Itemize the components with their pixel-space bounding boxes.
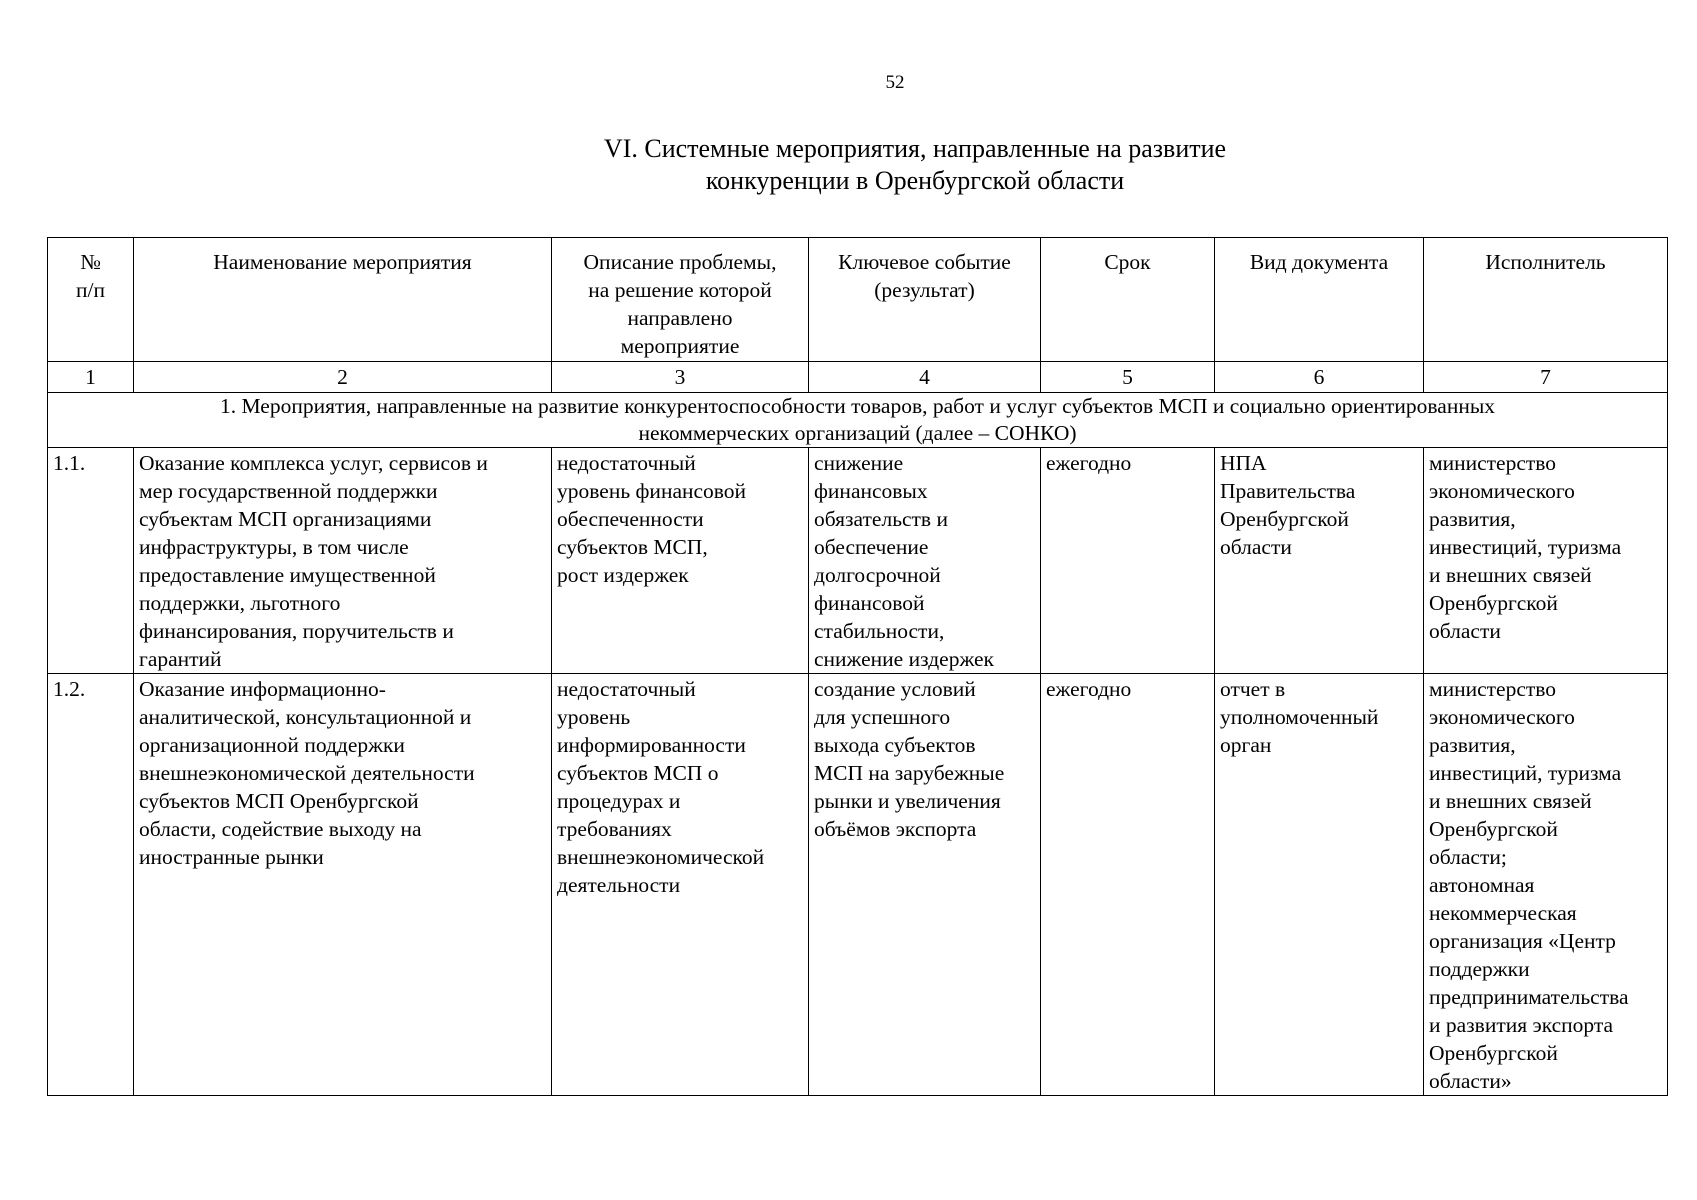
column-number: 4 [809,362,1041,393]
cell-line: финансовой [814,591,925,615]
cell-line: поддержки, льготного [139,591,341,615]
cell-line: Описание проблемы, [583,250,777,274]
table-row [48,674,1668,1096]
column-number: 6 [1215,362,1424,393]
cell-line: финансовых [814,479,928,503]
cell-line: МСП на зарубежные [814,761,1005,785]
header-cell-executor [1424,238,1668,362]
header-cell-document [1215,238,1424,362]
column-number: 5 [1041,362,1215,393]
cell-line: области; [1429,845,1507,869]
group-header-row [48,393,1668,448]
cell-line: Вид документа [1249,250,1389,274]
cell-line: орган [1220,733,1272,757]
term [1041,448,1215,674]
group-title-line-2: некоммерческих организаций (далее – СОНКО) [638,421,1077,445]
cell-line: предоставление имущественной [139,563,436,587]
header-cell-term [1041,238,1215,362]
cell-line: требованиях [557,817,672,841]
cell-line: Наименование мероприятия [213,250,472,274]
header-cell-problem [552,238,809,362]
header-cell-result [809,238,1041,362]
group-title-line-1: 1. Мероприятия, направленные на развитие конкурентоспособности товаров, работ и услуг субъектов МСП и социально ориентированных [219,394,1496,418]
column-number: 1 [48,362,134,393]
cell-line: области [1429,619,1501,643]
key-result [809,448,1041,674]
column-number: 7 [1424,362,1668,393]
cell-line: развития, [1429,507,1516,531]
cell-line: для успешного [814,705,951,729]
cell-line: деятельности [557,873,681,897]
measure-name [134,448,552,674]
column-number: 3 [552,362,809,393]
cell-line: долгосрочной [814,563,941,587]
page-number: 52 [885,72,905,93]
cell-line: процедурах и [557,789,681,813]
cell-line: Исполнитель [1485,250,1606,274]
problem-description [552,448,809,674]
cell-line: мероприятие [620,334,740,358]
cell-line: Срок [1104,250,1151,274]
cell-line: уровень финансовой [557,479,747,503]
cell-line: объёмов экспорта [814,817,977,841]
term [1041,674,1215,1096]
cell-line: стабильности, [814,619,945,643]
cell-line: и внешних связей [1429,789,1592,813]
cell-line: поддержки [1429,957,1530,981]
cell-line: экономического [1429,479,1575,503]
document-type [1215,448,1424,674]
cell-line: министерство [1429,451,1557,475]
cell-line: Оренбургской [1429,1041,1558,1065]
cell-line: создание условий [814,677,976,701]
cell-line: внешнеэкономической деятельности [139,761,475,785]
document-type [1215,674,1424,1096]
cell-line: недостаточный [557,677,696,701]
cell-line: области» [1429,1069,1512,1093]
cell-line: (результат) [874,278,975,302]
cell-line: выхода субъектов [814,733,976,757]
section-title [0,133,1697,197]
cell-line: недостаточный [557,451,696,475]
cell-line: Оренбургской [1429,591,1558,615]
cell-line: мер государственной поддержки [139,479,438,503]
cell-line: инфраструктуры, в том числе [139,535,409,559]
cell-line: субъектов МСП о [557,761,719,785]
cell-line: и развития экспорта [1429,1013,1614,1037]
cell-line: некоммерческая [1429,901,1577,925]
cell-line: области, содействие выходу на [139,817,422,841]
row-number: 1.2. [48,674,134,1096]
cell-line: инвестиций, туризма [1429,535,1622,559]
cell-line: и внешних связей [1429,563,1592,587]
cell-line: области [1220,535,1292,559]
cell-line: иностранные рынки [139,845,324,869]
cell-line: п/п [76,278,105,302]
cell-line: ежегодно [1046,451,1132,475]
cell-line: Оказание комплекса услуг, сервисов и [139,451,488,475]
cell-line: развития, [1429,733,1516,757]
cell-line: аналитической, консультационной и [139,705,472,729]
cell-line: Оказание информационно- [139,677,386,701]
cell-line: обязательств и [814,507,948,531]
header-cell-num [48,238,134,362]
cell-line: снижение издержек [814,647,994,671]
measures-table [47,237,1668,1096]
table-row [48,448,1668,674]
cell-line: экономического [1429,705,1575,729]
cell-line: отчет в [1220,677,1286,701]
cell-line: субъектов МСП Оренбургской [139,789,419,813]
column-number: 2 [134,362,552,393]
measure-name [134,674,552,1096]
problem-description [552,674,809,1096]
cell-line: инвестиций, туризма [1429,761,1622,785]
cell-line: уполномоченный [1220,705,1379,729]
cell-line: рост издержек [557,563,689,587]
cell-line: Правительства [1220,479,1356,503]
cell-line: рынки и увеличения [814,789,1001,813]
cell-line: ежегодно [1046,677,1132,701]
section-title-line-2: конкуренции в Оренбургской области [705,166,1125,195]
cell-line: на решение которой [588,278,772,302]
cell-line: субъектам МСП организациями [139,507,432,531]
cell-line: НПА [1220,451,1267,475]
cell-line: автономная [1429,873,1535,897]
cell-line: обеспечение [814,535,929,559]
cell-line: снижение [814,451,904,475]
cell-line: № [80,250,101,274]
cell-line: Оренбургской [1220,507,1349,531]
cell-line: направлено [627,306,733,330]
executor [1424,674,1668,1096]
executor [1424,448,1668,674]
cell-line: Ключевое событие [838,250,1011,274]
cell-line: внешнеэкономической [557,845,765,869]
column-numbers-row [48,362,1668,393]
cell-line: субъектов МСП, [557,535,708,559]
cell-line: гарантий [139,647,222,671]
cell-line: информированности [557,733,746,757]
group-title [48,393,1668,448]
row-number: 1.1. [48,448,134,674]
cell-line: организационной поддержки [139,733,405,757]
cell-line: уровень [557,705,631,729]
cell-line: Оренбургской [1429,817,1558,841]
header-row [48,238,1668,362]
key-result [809,674,1041,1096]
section-title-line-1: VI. Системные мероприятия, направленные на развитие [603,134,1227,163]
cell-line: обеспеченности [557,507,704,531]
cell-line: финансирования, поручительств и [139,619,454,643]
header-cell-name [134,238,552,362]
cell-line: министерство [1429,677,1557,701]
cell-line: организация «Центр [1429,929,1616,953]
cell-line: предпринимательства [1429,985,1629,1009]
